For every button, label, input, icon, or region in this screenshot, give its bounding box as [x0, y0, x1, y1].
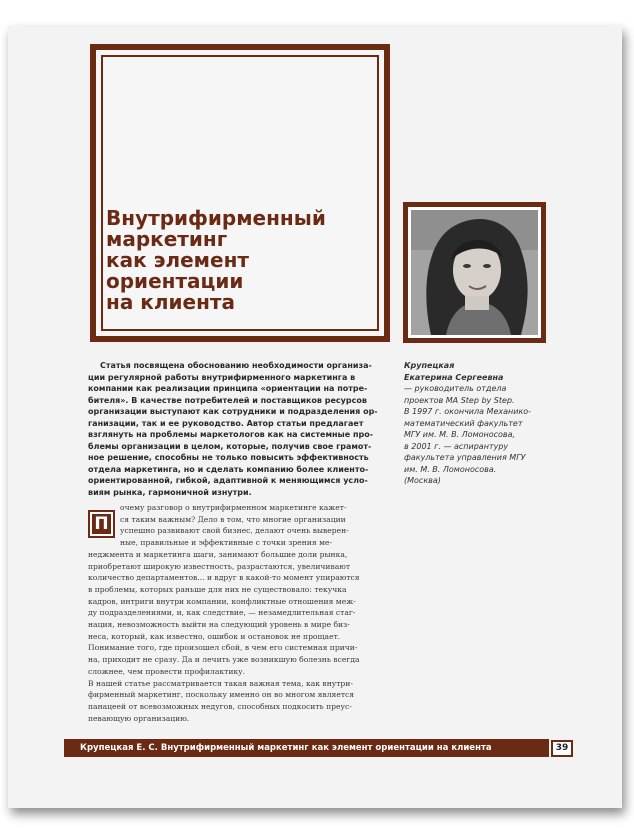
lead-line: ции регулярной работы внутрифирменного маркетинга в	[88, 372, 356, 382]
author-bio-line: В 1997 г. окончила Механико-	[404, 407, 532, 416]
author-bio-line: МГУ им. М. В. Ломоносова,	[404, 430, 516, 439]
body-line: неджмента и маркетинга шаги, занимают большие доли рынка,	[88, 549, 348, 559]
author-bio-line: проектов МА Step by Step.	[404, 395, 515, 405]
author-bio-line: им. М. В. Ломоносова.	[404, 464, 497, 474]
author-portrait-image	[411, 210, 538, 335]
body-line: панацеей от всевозможных недугов, способных подкосить преус-	[88, 701, 352, 711]
lead-line: организации выступают как сотрудники и подразделения ор-	[88, 407, 378, 416]
author-bio-line: в 2001 г. — аспирантуру	[404, 441, 509, 451]
article-lead	[88, 360, 390, 498]
body-line: на, приходит не сразу. Да и лечить уже возникшую болезнь всегда	[88, 655, 360, 665]
magazine-page	[8, 26, 622, 808]
title-line: маркетинг	[106, 227, 228, 251]
title-line: на клиента	[106, 290, 235, 314]
lead-line: блемы организации в целом, которые, получив свое грамот-	[88, 441, 372, 451]
author-name-line: Крупецкая	[404, 361, 455, 370]
lead-line: отдела маркетинга, но и сделать компанию более клиенто-	[88, 464, 369, 474]
title-line: как элемент	[106, 248, 249, 272]
body-line: приобретают широкую известность, разрастаются, увеличивают	[88, 561, 351, 571]
author-photo	[411, 210, 538, 335]
author-bio-line: математический факультет	[404, 418, 523, 428]
author-bio-line: (Москва)	[404, 476, 441, 485]
body-line: сложнее, чем провести профилактику.	[88, 666, 246, 676]
author-photo-frame	[403, 202, 546, 343]
body-line: В нашей статье рассматривается такая важная тема, как внутри-	[88, 678, 353, 688]
body-line: фирменный маркетинг, поскольку именно он во многом является	[88, 690, 355, 700]
body-line: певающую организацию.	[88, 713, 190, 723]
body-line: ду подразделениями, и, как следствие, — незамедлительная стаг-	[88, 608, 356, 618]
author-bio-line: — руководитель отдела	[404, 384, 507, 393]
title-line: Внутрифирменный	[106, 206, 326, 230]
body-line: нация, невозможность выйти на следующий уровень в мире биз-	[88, 620, 350, 630]
author-info	[404, 360, 554, 487]
article-title	[106, 208, 366, 313]
body-line: в проблемы, которых раньше для них не существовало: текучка	[88, 584, 347, 594]
body-line: Понимание того, где произошел сбой, в чем его системная причи-	[88, 643, 358, 653]
title-line: ориентации	[106, 269, 244, 293]
body-line: кадров, интриги внутри компании, конфликтные отношения меж-	[88, 596, 356, 606]
body-line: неса, который, как известно, ошибок и остановок не прощает.	[88, 631, 341, 641]
body-line: ные, правильные и эффективные с точки зрения ме-	[120, 538, 333, 548]
body-line: количество департаментов... и вдруг в какой-то момент упираются	[88, 573, 360, 583]
lead-line: Статья посвящена обоснованию необходимости организа-	[100, 361, 372, 370]
author-bio-line: факультета управления МГУ	[404, 453, 526, 462]
body-line: успешно развивают свой бизнес, делают очень выверен-	[120, 526, 349, 536]
lead-line: компании как реализации принципа «ориентации на потре-	[88, 384, 368, 393]
page-number: 39	[551, 740, 573, 757]
lead-line: взглянуть на проблемы маркетологов как на системные про-	[88, 430, 374, 439]
body-line: очему разговор о внутрифирменном маркетинге кажет-	[120, 503, 347, 512]
lead-line: ганизации, так и ее руководство. Автор статьи предлагает	[88, 418, 364, 428]
lead-line: бителя». В качестве потребителей и поставщиков ресурсов	[88, 395, 367, 405]
body-line: ся таким важным? Дело в том, что многие организации	[120, 514, 346, 524]
drop-cap-letter: П	[92, 514, 111, 534]
lead-line: ное решение, способны не только повысить эффективность	[88, 453, 369, 462]
lead-line: ориентированной, гибкой, адаптивной к меняющимся усло-	[88, 476, 368, 485]
running-footer: Крупецкая Е. С. Внутрифирменный маркетинг как элемент ориентации на клиента	[64, 739, 549, 757]
author-name-line: Екатерина Сергеевна	[404, 372, 504, 382]
lead-line: виям рынка, гармоничной изнутри.	[88, 487, 252, 497]
article-body	[88, 502, 390, 724]
